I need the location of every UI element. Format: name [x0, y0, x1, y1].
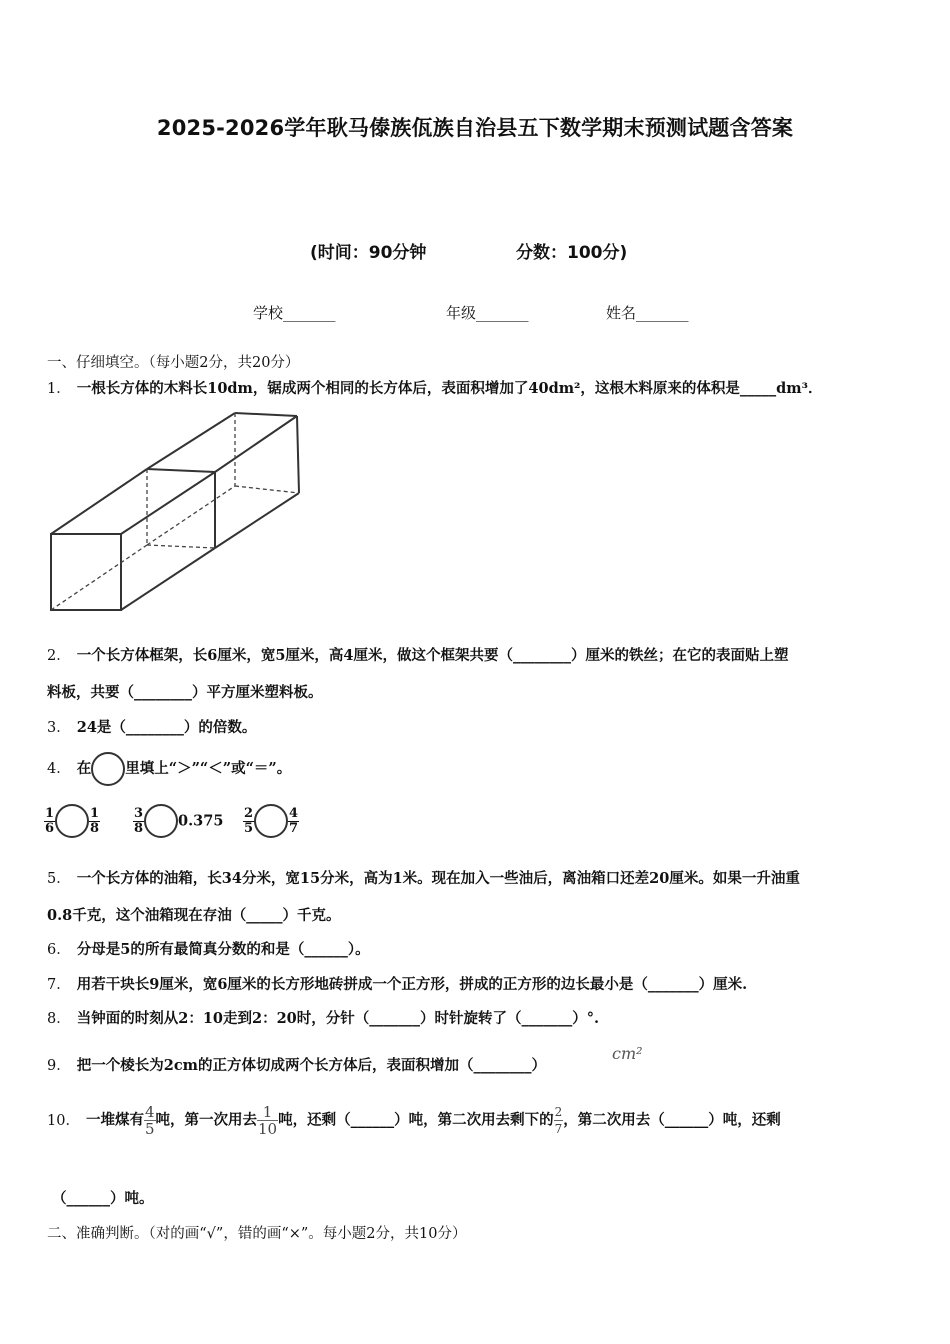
- question-3: [47, 716, 256, 737]
- q8-number: 8．: [47, 1011, 71, 1027]
- answer-circle[interactable]: [254, 804, 288, 838]
- q7-text: 用若干块长9厘米，宽6厘米的长方形地砖拼成一个正方形，拼成的正方形的边长最小是（_______）厘米.: [76, 976, 748, 993]
- exam-time: (时间：90分钟: [310, 243, 427, 263]
- q4-item-2: [133, 804, 223, 838]
- q10-text-1: 一堆煤有: [85, 1111, 144, 1129]
- question-2-line1: [47, 644, 789, 665]
- q7-number: 7．: [47, 977, 71, 993]
- q4-suffix: 里填上“＞”“＜”或“＝”。: [125, 760, 292, 777]
- fraction: $\frac{2}{7}$: [554, 1105, 563, 1136]
- fraction: $\frac{4}{7}$: [289, 805, 299, 836]
- q9-text: 把一个棱长为2cm的正方体切成两个长方体后，表面积增加（________）: [76, 1057, 546, 1074]
- question-8: [47, 1007, 599, 1028]
- decimal-value: 0.375: [178, 812, 224, 830]
- answer-circle[interactable]: [55, 804, 89, 838]
- q2-text-line1: 一个长方体框架，长6厘米，宽5厘米，高4厘米，做这个框架共要（________）厘米的铁丝；在它的表面贴上塑: [76, 647, 789, 664]
- question-7: [47, 973, 747, 994]
- question-4: [47, 752, 291, 786]
- question-5-line1: [47, 867, 800, 888]
- question-1: [47, 377, 822, 398]
- fraction: $\frac{1}{8}$: [90, 805, 100, 836]
- q4-prefix: 在: [76, 760, 92, 777]
- fraction: $\frac{4}{5}$: [144, 1103, 155, 1138]
- section1-heading: 一、仔细填空。（每小题2分，共20分）: [47, 355, 300, 371]
- q9-number: 9．: [47, 1058, 71, 1074]
- q2-text-line2: 料板，共要（________）平方厘米塑料板。: [47, 684, 323, 701]
- q4-number: 4．: [47, 761, 71, 777]
- q1-text: 一根长方体的木料长10dm，锯成两个相同的长方体后，表面积增加了40dm²，这根木料原来的体积是_____dm³．: [76, 380, 823, 397]
- q4-item-3: [243, 804, 299, 838]
- school-field: 学校_______: [253, 304, 336, 322]
- q10-text-4: ，第二次用去（______）吨，还剩: [563, 1111, 781, 1129]
- q3-text: 24是（________）的倍数。: [76, 719, 257, 736]
- q1-number: 1．: [47, 381, 71, 397]
- cuboid-figure: [45, 408, 305, 618]
- q10-number: 10．: [47, 1112, 80, 1129]
- question-9: [47, 1054, 546, 1075]
- q5-text-line1: 一个长方体的油箱，长34分米，宽15分米，高为1米。现在加入一些油后，离油箱口还差20厘米。如果一升油重: [76, 870, 800, 887]
- q8-text: 当钟面的时刻从2：10走到2：20时，分针（_______）时针旋转了（_______）°.: [76, 1010, 600, 1027]
- fraction: $\frac{2}{5}$: [244, 805, 254, 836]
- section2-heading: 二、准确判断。（对的画“√”，错的画“×”。每小题2分，共10分）: [47, 1226, 467, 1242]
- compare-circle-icon: [91, 752, 125, 786]
- q5-text-line2: 0.8千克，这个油箱现在存油（_____）千克。: [47, 907, 341, 924]
- q3-number: 3．: [47, 720, 71, 736]
- q6-text: 分母是5的所有最简真分数的和是（______）。: [76, 941, 370, 958]
- fraction: $\frac{3}{8}$: [134, 805, 144, 836]
- q6-number: 6．: [47, 942, 71, 958]
- q4-item-1: [44, 804, 100, 838]
- q2-number: 2．: [47, 648, 71, 664]
- fraction: $\frac{1}{10}$: [258, 1103, 278, 1138]
- q10-text-2: 吨，第一次用去: [155, 1111, 257, 1129]
- q10-text-3: 吨，还剩（______）吨，第二次用去剩下的: [278, 1111, 554, 1129]
- fraction: $\frac{1}{6}$: [45, 805, 55, 836]
- exam-score: 分数：100分): [516, 243, 628, 263]
- grade-field: 年级_______: [446, 304, 529, 322]
- name-field: 姓名_______: [606, 304, 689, 322]
- q5-number: 5．: [47, 871, 71, 887]
- question-6: [47, 938, 370, 959]
- cuboid-front-face: [51, 534, 121, 610]
- page-title: 2025-2026学年耿马傣族佤族自治县五下数学期末预测试题含答案: [156, 116, 794, 140]
- q9-unit: cm²: [612, 1044, 643, 1063]
- q10-text-line2: （______）吨。: [52, 1190, 154, 1207]
- question-10: [47, 1104, 781, 1137]
- answer-circle[interactable]: [144, 804, 178, 838]
